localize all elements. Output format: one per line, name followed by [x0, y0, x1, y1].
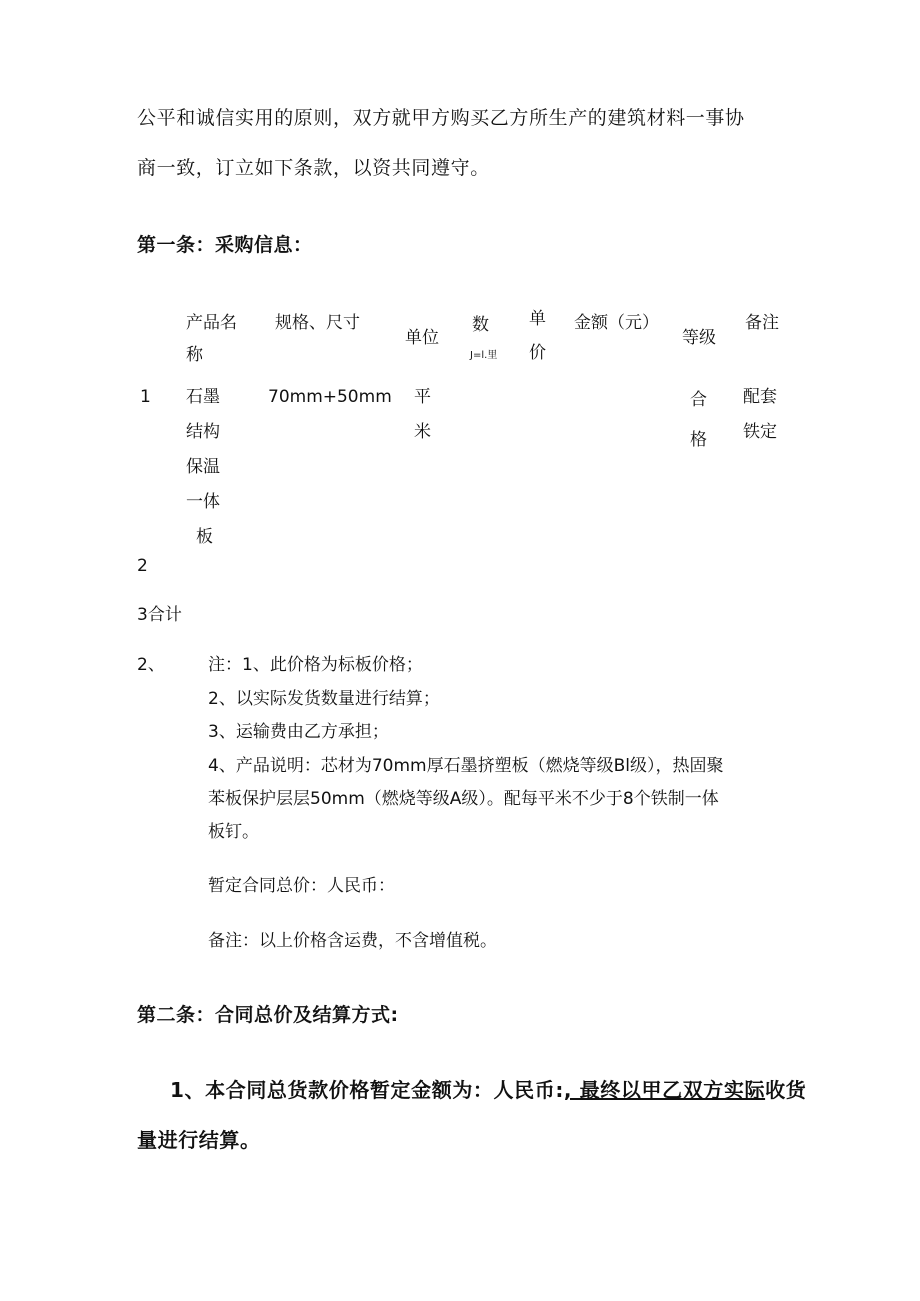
price-remark: 备注：以上价格含运费，不含增值税。: [208, 931, 497, 951]
row-1-grade-line: 合: [690, 390, 707, 410]
row-2-number: 2: [137, 556, 148, 576]
note-4-line2: 苯板保护层层50mm（燃烧等级A级）。配每平米不少于8个铁制一体: [208, 789, 719, 809]
header-unit: 单位: [405, 328, 439, 348]
row-1-product-line: 板: [196, 527, 213, 547]
row-1-grade-line: 格: [690, 430, 707, 450]
header-grade: 等级: [682, 328, 716, 348]
header-price-line1: 单: [529, 309, 546, 329]
notes-number: 2、: [137, 655, 165, 675]
article-2-p1-underlined: , 最终以甲乙双方实际: [563, 1078, 766, 1102]
row-1-spec: 70mm+50mm: [268, 387, 392, 407]
header-price-line2: 价: [529, 343, 546, 363]
row-1-product-line: 结构: [186, 422, 220, 442]
row-1-unit-line: 米: [414, 422, 431, 442]
row-1-product: [186, 380, 220, 555]
header-spec: 规格、尺寸: [275, 313, 360, 333]
row-1-remark-line: 配套: [743, 387, 777, 407]
row-1-grade: [690, 380, 707, 460]
row-1-remark: [743, 380, 777, 450]
row-1-product-line: 一体: [186, 492, 220, 512]
header-qty-line2: J=l.里: [470, 350, 498, 361]
row-3-total-label: 3合计: [137, 605, 182, 625]
note-4-line1: 4、产品说明：芯材为70mm厚石墨挤塑板（燃烧等级Bl级），热固聚: [208, 756, 724, 776]
row-1-remark-line: 铁定: [743, 422, 777, 442]
row-1-unit: [414, 380, 431, 450]
intro-line-2: 商一致，订立如下条款，以资共同遵守。: [137, 157, 490, 179]
article-2-p1-text: 1、本合同总货款价格暂定金额为：人民币:: [170, 1078, 564, 1102]
header-qty-line1: 数: [472, 315, 489, 335]
article-1-title: 第一条：采购信息：: [137, 234, 313, 256]
row-1-number: 1: [140, 387, 151, 407]
note-1: 注：1、此价格为标板价格；: [208, 655, 423, 675]
header-product-line1: 产品名: [186, 313, 237, 333]
note-3: 3、运输费由乙方承担；: [208, 722, 389, 742]
row-1-unit-line: 平: [414, 387, 431, 407]
header-remark: 备注: [745, 313, 779, 333]
article-2-paragraph-1: [170, 1074, 806, 1103]
article-2-paragraph-1-line2: 量进行结算。: [137, 1128, 261, 1152]
intro-line-1: 公平和诚信实用的原则，双方就甲方购买乙方所生产的建筑材料一事协: [137, 107, 745, 129]
note-4-line3: 板钉。: [208, 822, 259, 842]
row-1-product-line: 石墨: [186, 387, 220, 407]
note-2: 2、以实际发货数量进行结算；: [208, 689, 440, 709]
row-1-product-line: 保温: [186, 457, 220, 477]
tentative-total: 暂定合同总价：人民币：: [208, 876, 395, 896]
header-product-line2: 称: [186, 345, 203, 365]
article-2-p1-tail: 收货: [765, 1078, 807, 1102]
header-amount: 金额（元）: [574, 313, 659, 333]
article-2-title: 第二条：合同总价及结算方式:: [137, 1004, 399, 1026]
